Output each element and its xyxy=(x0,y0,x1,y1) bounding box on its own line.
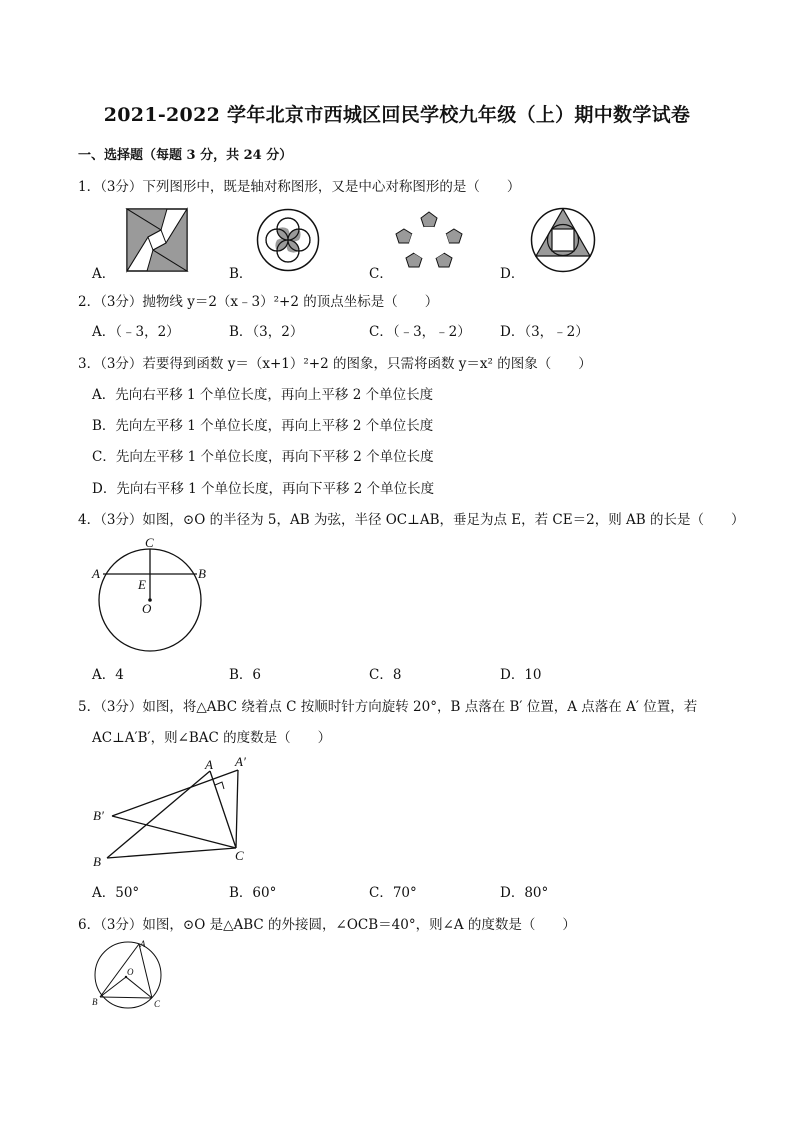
q4-circle-figure xyxy=(90,534,210,654)
q1-option-a: A． xyxy=(92,266,116,282)
q4-label-a: A xyxy=(92,566,100,581)
q6-label-a: A xyxy=(140,939,146,949)
q5-label-a: A xyxy=(205,757,213,772)
question-5-stem-line1: 5．（3分）如图，将△ABC 绕着点 C 按顺时针方向旋转 20°，B 点落在 B′ 位置，A 点落在 A′ 位置，若 xyxy=(78,699,698,715)
page-title: 2021-2022 学年北京市西城区回民学校九年级（上）期中数学试卷 xyxy=(103,104,691,126)
q5-option-a: A．50° xyxy=(92,885,140,901)
q2-option-d: D．（3，﹣2） xyxy=(500,324,589,340)
q2-option-c: C．（﹣3，﹣2） xyxy=(369,324,471,340)
q6-label-c: C xyxy=(154,999,161,1009)
q4-label-o: O xyxy=(142,601,152,616)
q4-option-c: C．8 xyxy=(369,667,402,683)
q2-option-b: B．（3，2） xyxy=(229,324,304,340)
q5-option-b: B．60° xyxy=(229,885,277,901)
question-2-stem: 2．（3分）抛物线 y＝2（x﹣3）²+2 的顶点坐标是（ ） xyxy=(78,294,439,310)
question-4-stem: 4．（3分）如图，⊙O 的半径为 5，AB 为弦，半径 OC⊥AB，垂足为点 E，若 CE＝2，则 AB 的长是（ ） xyxy=(78,512,745,528)
q5-option-c: C．70° xyxy=(369,885,417,901)
q1-option-c: C． xyxy=(369,266,393,282)
q4-label-c: C xyxy=(145,535,154,550)
q5-label-c: C xyxy=(235,848,244,863)
q3-option-a: A．先向右平移 1 个单位长度，再向上平移 2 个单位长度 xyxy=(92,387,434,403)
question-1-stem: 1．（3分）下列图形中，既是轴对称图形，又是中心对称图形的是（ ） xyxy=(78,179,521,195)
question-6-stem: 6．（3分）如图，⊙O 是△ABC 的外接圆，∠OCB＝40°，则∠A 的度数是（ ） xyxy=(78,917,576,933)
q1-figure-circle-petals xyxy=(256,208,320,272)
q5-triangle-figure xyxy=(88,754,258,872)
q6-circumcircle-figure xyxy=(90,940,170,1014)
question-5-stem-line2: AC⊥A′B′，则∠BAC 的度数是（ ） xyxy=(92,730,332,746)
q1-figure-square-pinwheel xyxy=(126,208,188,272)
q5-option-d: D．80° xyxy=(500,885,549,901)
q2-option-a: A．（﹣3，2） xyxy=(92,324,180,340)
q6-label-o: O xyxy=(127,967,134,977)
q4-label-e: E xyxy=(138,577,146,592)
q4-label-b: B xyxy=(198,566,206,581)
q4-option-a: A．4 xyxy=(92,667,124,683)
q4-option-b: B．6 xyxy=(229,667,262,683)
q5-label-a-prime: A′ xyxy=(235,754,246,769)
q6-label-b: B xyxy=(92,997,98,1007)
q4-option-d: D．10 xyxy=(500,667,542,683)
q3-option-d: D．先向右平移 1 个单位长度，再向下平移 2 个单位长度 xyxy=(92,481,435,497)
q3-option-b: B．先向左平移 1 个单位长度，再向上平移 2 个单位长度 xyxy=(92,418,434,434)
q1-figure-pentagons xyxy=(394,210,464,272)
q1-option-b: B． xyxy=(229,266,253,282)
section-heading: 一、选择题（每题 3 分，共 24 分） xyxy=(78,148,293,163)
q1-figure-circle-triangle xyxy=(530,207,596,273)
q3-option-c: C．先向左平移 1 个单位长度，再向下平移 2 个单位长度 xyxy=(92,449,434,465)
q1-option-d: D． xyxy=(500,266,525,282)
q5-label-b-prime: B′ xyxy=(93,808,104,823)
question-3-stem: 3．（3分）若要得到函数 y＝（x+1）²+2 的图象，只需将函数 y＝x² 的图象（ ） xyxy=(78,356,592,372)
q5-label-b: B xyxy=(93,854,101,869)
